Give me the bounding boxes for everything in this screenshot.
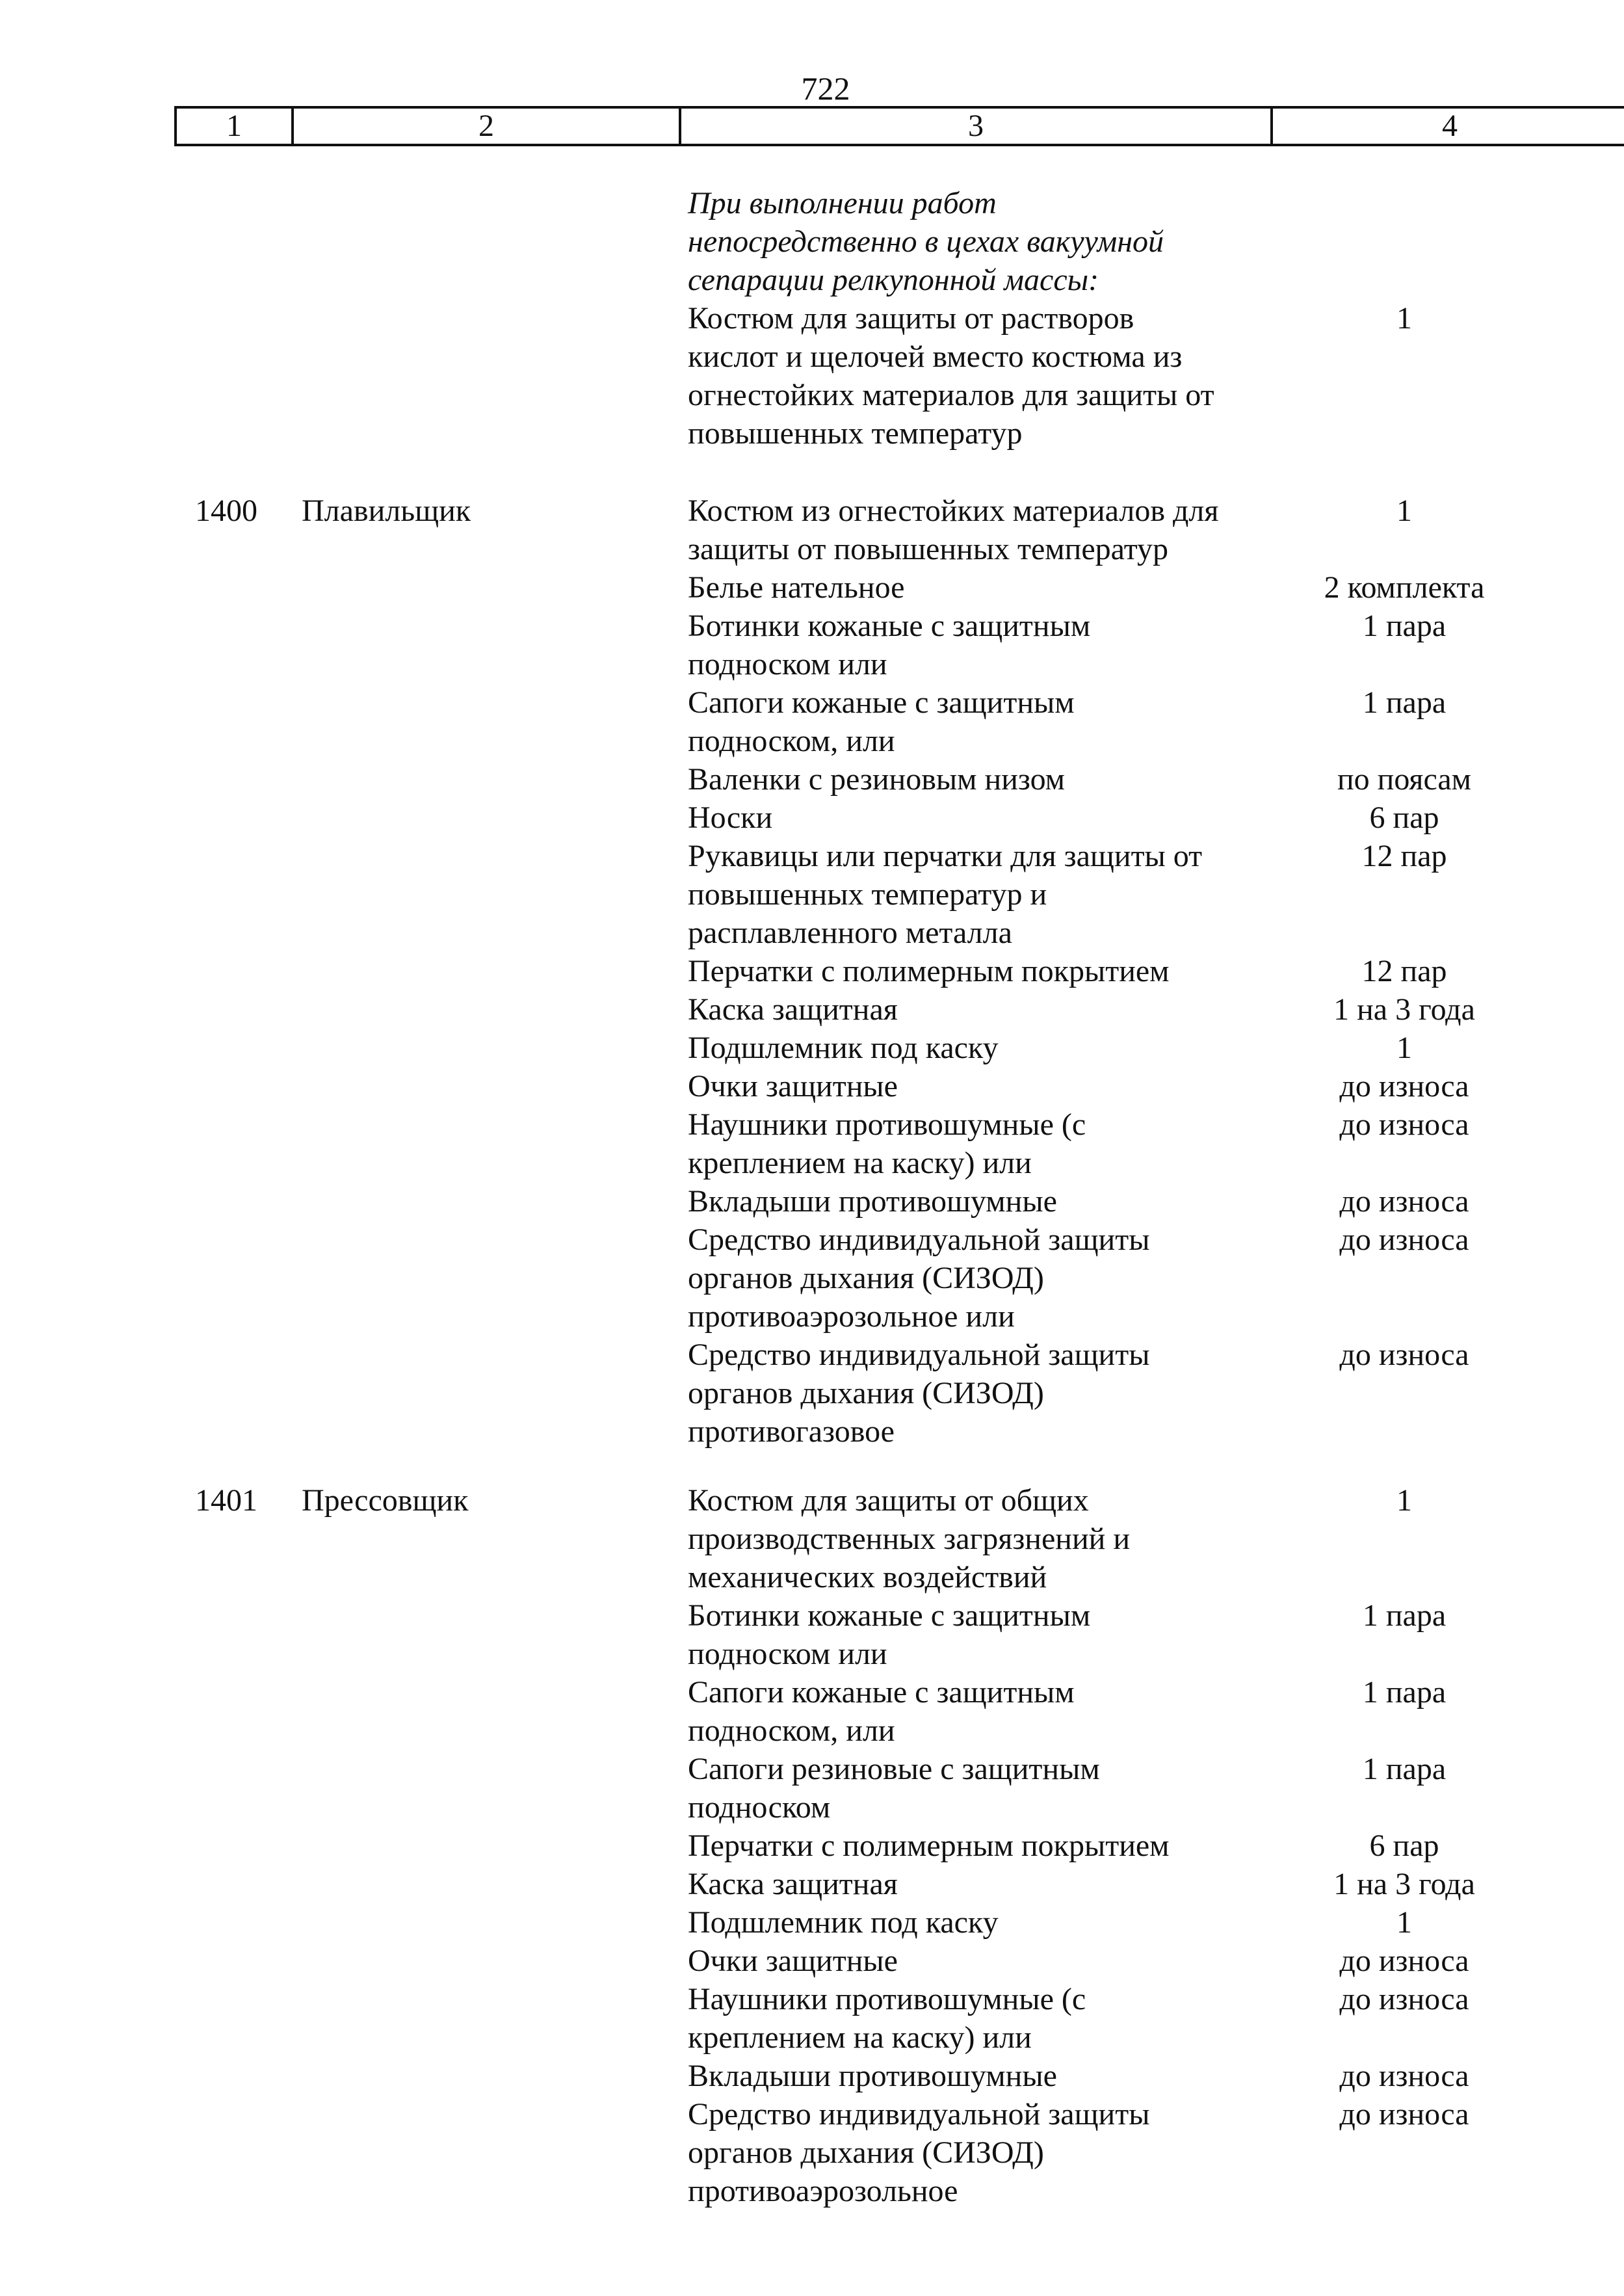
intro-condition-line: сепарации релкупонной массы: xyxy=(688,263,1099,297)
list-item xyxy=(688,1067,1279,1105)
list-item-line: Перчатки с полимерным покрытием xyxy=(688,1828,1170,1863)
list-item xyxy=(688,1827,1279,1865)
list-item-qty: 1 пара xyxy=(1362,685,1447,720)
list-item xyxy=(688,2095,1279,2210)
list-item-line: противогазовое xyxy=(688,1414,895,1449)
list-item-line: Костюм для защиты от общих xyxy=(688,1483,1089,1518)
list-item-line: повышенных температур и xyxy=(688,877,1047,912)
list-item-line: Носки xyxy=(688,800,773,835)
table-header xyxy=(174,106,1624,146)
list-item-line: Очки защитные xyxy=(688,1069,898,1103)
list-item xyxy=(688,1029,1279,1067)
list-item-line: противоаэрозольное или xyxy=(688,1299,1015,1334)
list-item-line: Подшлемник под каску xyxy=(688,1031,999,1065)
list-item-line: Рукавицы или перчатки для защиты от xyxy=(688,839,1203,873)
list-item-qty: 1 xyxy=(1396,1905,1412,1940)
list-item-line: Валенки с резиновым низом xyxy=(688,762,1066,797)
list-item-qty: 1 пара xyxy=(1362,1675,1447,1709)
intro-item-line: кислот и щелочей вместо костюма из xyxy=(688,339,1183,374)
list-item xyxy=(688,798,1279,837)
list-item-line: Белье нательное xyxy=(688,570,905,605)
list-item-line: органов дыхания (СИЗОД) xyxy=(688,1261,1044,1295)
list-item-qty: 1 xyxy=(1396,1483,1412,1518)
intro-item-line: огнестойких материалов для защиты от xyxy=(688,378,1214,412)
list-item-qty: 12 пар xyxy=(1361,839,1447,873)
list-item xyxy=(688,760,1279,798)
list-item-line: подноском или xyxy=(688,647,887,681)
list-item xyxy=(688,1105,1279,1182)
list-item xyxy=(688,1596,1279,1673)
list-item-line: Ботинки кожаные с защитным xyxy=(688,1598,1091,1633)
list-item-qty: до износа xyxy=(1339,1107,1469,1142)
list-item xyxy=(688,1673,1279,1750)
list-item-line: Подшлемник под каску xyxy=(688,1905,999,1940)
list-item-line: Вкладыши противошумные xyxy=(688,2059,1057,2093)
page-number: 722 xyxy=(801,70,850,107)
section-profession: Прессовщик xyxy=(302,1483,469,1518)
list-item-line: Наушники противошумные (с xyxy=(688,1107,1086,1142)
list-item-line: Средство индивидуальной защиты xyxy=(688,1338,1150,1372)
list-item-line: Ботинки кожаные с защитным xyxy=(688,609,1091,643)
list-item-line: противоаэрозольное xyxy=(688,2174,958,2208)
list-item-qty: 1 xyxy=(1396,1031,1412,1065)
intro-qty: 1 xyxy=(1396,301,1412,336)
list-item xyxy=(688,1903,1279,1942)
list-item-line: Перчатки с полимерным покрытием xyxy=(688,954,1170,988)
list-item-qty: до износа xyxy=(1339,1222,1469,1257)
header-col-3: 3 xyxy=(681,109,1273,144)
list-item xyxy=(688,492,1279,568)
section-code: 1401 xyxy=(195,1483,257,1518)
list-item xyxy=(688,990,1279,1029)
list-item-line: подноском, или xyxy=(688,1713,895,1748)
list-item-qty: до износа xyxy=(1339,2059,1469,2093)
list-item-line: Сапоги резиновые с защитным xyxy=(688,1752,1100,1786)
section-profession: Плавильщик xyxy=(302,494,471,528)
header-col-2: 2 xyxy=(294,109,681,144)
list-item-qty: 1 пара xyxy=(1362,609,1447,643)
list-item-qty: по поясам xyxy=(1337,762,1472,797)
list-item-qty: 12 пар xyxy=(1361,954,1447,988)
list-item xyxy=(688,2057,1279,2095)
list-item-line: Средство индивидуальной защиты xyxy=(688,1222,1150,1257)
list-item-line: защиты от повышенных температур xyxy=(688,532,1169,566)
list-item xyxy=(688,1221,1279,1336)
list-item xyxy=(688,1481,1279,1596)
list-item-qty: до износа xyxy=(1339,1944,1469,1978)
list-item-qty: до износа xyxy=(1339,2097,1469,2131)
list-item-line: Каска защитная xyxy=(688,992,898,1027)
list-item-qty: 1 xyxy=(1396,494,1412,528)
header-col-1: 1 xyxy=(177,109,294,144)
list-item xyxy=(688,1336,1279,1451)
list-item xyxy=(688,1942,1279,1980)
list-item-qty: 6 пар xyxy=(1369,1828,1439,1863)
list-item xyxy=(688,1182,1279,1221)
list-item-line: расплавленного металла xyxy=(688,916,1012,950)
list-item-line: креплением на каску) или xyxy=(688,1146,1032,1180)
list-item xyxy=(688,837,1279,952)
list-item-line: Средство индивидуальной защиты xyxy=(688,2097,1150,2131)
list-item-line: механических воздействий xyxy=(688,1560,1047,1594)
list-item-qty: 6 пар xyxy=(1369,800,1439,835)
list-item-line: производственных загрязнений и xyxy=(688,1522,1131,1556)
list-item-line: органов дыхания (СИЗОД) xyxy=(688,1376,1044,1410)
list-item-line: Каска защитная xyxy=(688,1867,898,1901)
list-item-line: Очки защитные xyxy=(688,1944,898,1978)
list-item-qty: до износа xyxy=(1339,1338,1469,1372)
list-item-line: Сапоги кожаные с защитным xyxy=(688,685,1075,720)
intro-item xyxy=(688,299,1279,453)
list-item-qty: 1 пара xyxy=(1362,1598,1447,1633)
list-item-qty: 1 на 3 года xyxy=(1333,992,1475,1027)
list-item xyxy=(688,1980,1279,2057)
list-item-qty: 1 пара xyxy=(1362,1752,1447,1786)
intro-condition xyxy=(688,184,1279,299)
list-item-line: подноском xyxy=(688,1790,831,1825)
intro-item-line: Костюм для защиты от растворов xyxy=(688,301,1134,336)
intro-condition-line: непосредственно в цехах вакуумной xyxy=(688,224,1164,259)
list-item-qty: 2 комплекта xyxy=(1324,570,1485,605)
list-item xyxy=(688,1750,1279,1827)
header-col-4: 4 xyxy=(1442,109,1458,143)
intro-item-line: повышенных температур xyxy=(688,416,1023,451)
list-item-line: Вкладыши противошумные xyxy=(688,1184,1057,1219)
list-item-line: Костюм из огнестойких материалов для xyxy=(688,494,1219,528)
list-item-qty: 1 на 3 года xyxy=(1333,1867,1475,1901)
list-item-line: подноском или xyxy=(688,1637,887,1671)
list-item xyxy=(688,1865,1279,1903)
list-item xyxy=(688,683,1279,760)
list-item xyxy=(688,952,1279,990)
list-item-line: Сапоги кожаные с защитным xyxy=(688,1675,1075,1709)
list-item xyxy=(688,568,1279,607)
list-item-line: органов дыхания (СИЗОД) xyxy=(688,2135,1044,2170)
intro-condition-line: При выполнении работ xyxy=(688,186,997,220)
list-item-line: креплением на каску) или xyxy=(688,2020,1032,2055)
list-item-line: Наушники противошумные (с xyxy=(688,1982,1086,2016)
list-item-qty: до износа xyxy=(1339,1184,1469,1219)
list-item xyxy=(688,607,1279,683)
list-item-qty: до износа xyxy=(1339,1982,1469,2016)
list-item-line: подноском, или xyxy=(688,724,895,758)
list-item-qty: до износа xyxy=(1339,1069,1469,1103)
section-code: 1400 xyxy=(195,494,257,528)
